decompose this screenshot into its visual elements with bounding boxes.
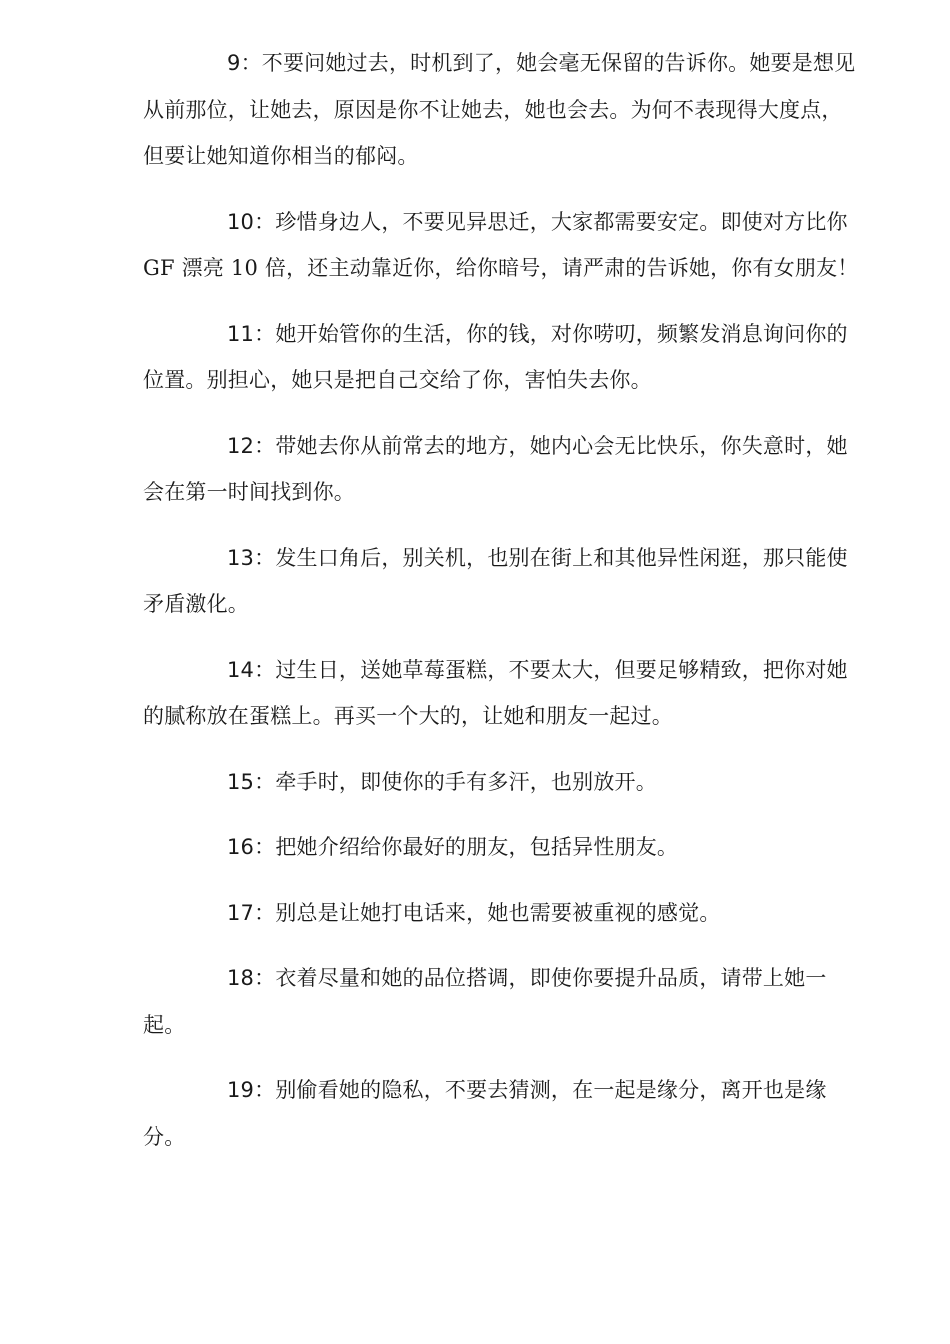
paragraph-15	[143, 759, 863, 806]
paragraph-17	[143, 890, 863, 937]
item-number: 19	[227, 1078, 255, 1102]
paragraph-10	[143, 199, 863, 292]
paragraph-19	[143, 1067, 863, 1160]
item-text: ：别偷看她的隐私，不要去猜测，在一起是缘分，离开也是缘分。	[143, 1078, 827, 1149]
paragraph-12	[143, 423, 863, 516]
item-number: 15	[227, 769, 255, 794]
item-number: 16	[227, 835, 255, 859]
item-text: ：珍惜身边人，不要见异思迁，大家都需要安定。即使对方比你 GF 漂亮 10 倍，还主动靠近你，给你暗号，请严肃的告诉她，你有女朋友！	[143, 209, 859, 280]
item-text: ：衣着尽量和她的品位搭调，即使你要提升品质，请带上她一起。	[143, 966, 827, 1037]
item-text: ：发生口角后，别关机，也别在街上和其他异性闲逛，那只能使矛盾激化。	[143, 545, 848, 616]
item-text: ：别总是让她打电话来，她也需要被重视的感觉。	[254, 900, 721, 925]
paragraph-13	[143, 535, 863, 628]
item-number: 17	[227, 900, 255, 925]
paragraph-18	[143, 955, 863, 1048]
item-number: 18	[227, 966, 255, 990]
item-text: ：过生日，送她草莓蛋糕，不要太大，但要足够精致，把你对她的腻称放在蛋糕上。再买一个大的，让她和朋友一起过。	[143, 657, 848, 728]
item-text: ：把她介绍给你最好的朋友，包括异性朋友。	[254, 835, 679, 859]
paragraph-16	[143, 824, 863, 871]
item-text: ：她开始管你的生活，你的钱，对你唠叨，频繁发消息询问你的位置。别担心，她只是把自己交给了你，害怕失去你。	[143, 321, 848, 392]
paragraph-14	[143, 647, 863, 740]
paragraph-11	[143, 311, 863, 404]
item-number: 10	[227, 209, 255, 234]
item-number: 13	[227, 545, 255, 570]
document-body	[143, 40, 863, 1179]
item-number: 14	[227, 657, 255, 682]
paragraph-9	[143, 40, 863, 180]
item-text: ：带她去你从前常去的地方，她内心会无比快乐，你失意时，她会在第一时间找到你。	[143, 433, 848, 504]
item-number: 12	[227, 433, 255, 458]
item-text: ：不要问她过去，时机到了，她会毫无保留的告诉你。她要是想见从前那位，让她去，原因是你不让她去，她也会去。为何不表现得大度点，但要让她知道你相当的郁闷。	[143, 51, 856, 168]
item-text: ：牵手时，即使你的手有多汗，也别放开。	[254, 769, 657, 794]
item-number: 11	[227, 321, 255, 346]
item-number: 9	[227, 51, 241, 75]
